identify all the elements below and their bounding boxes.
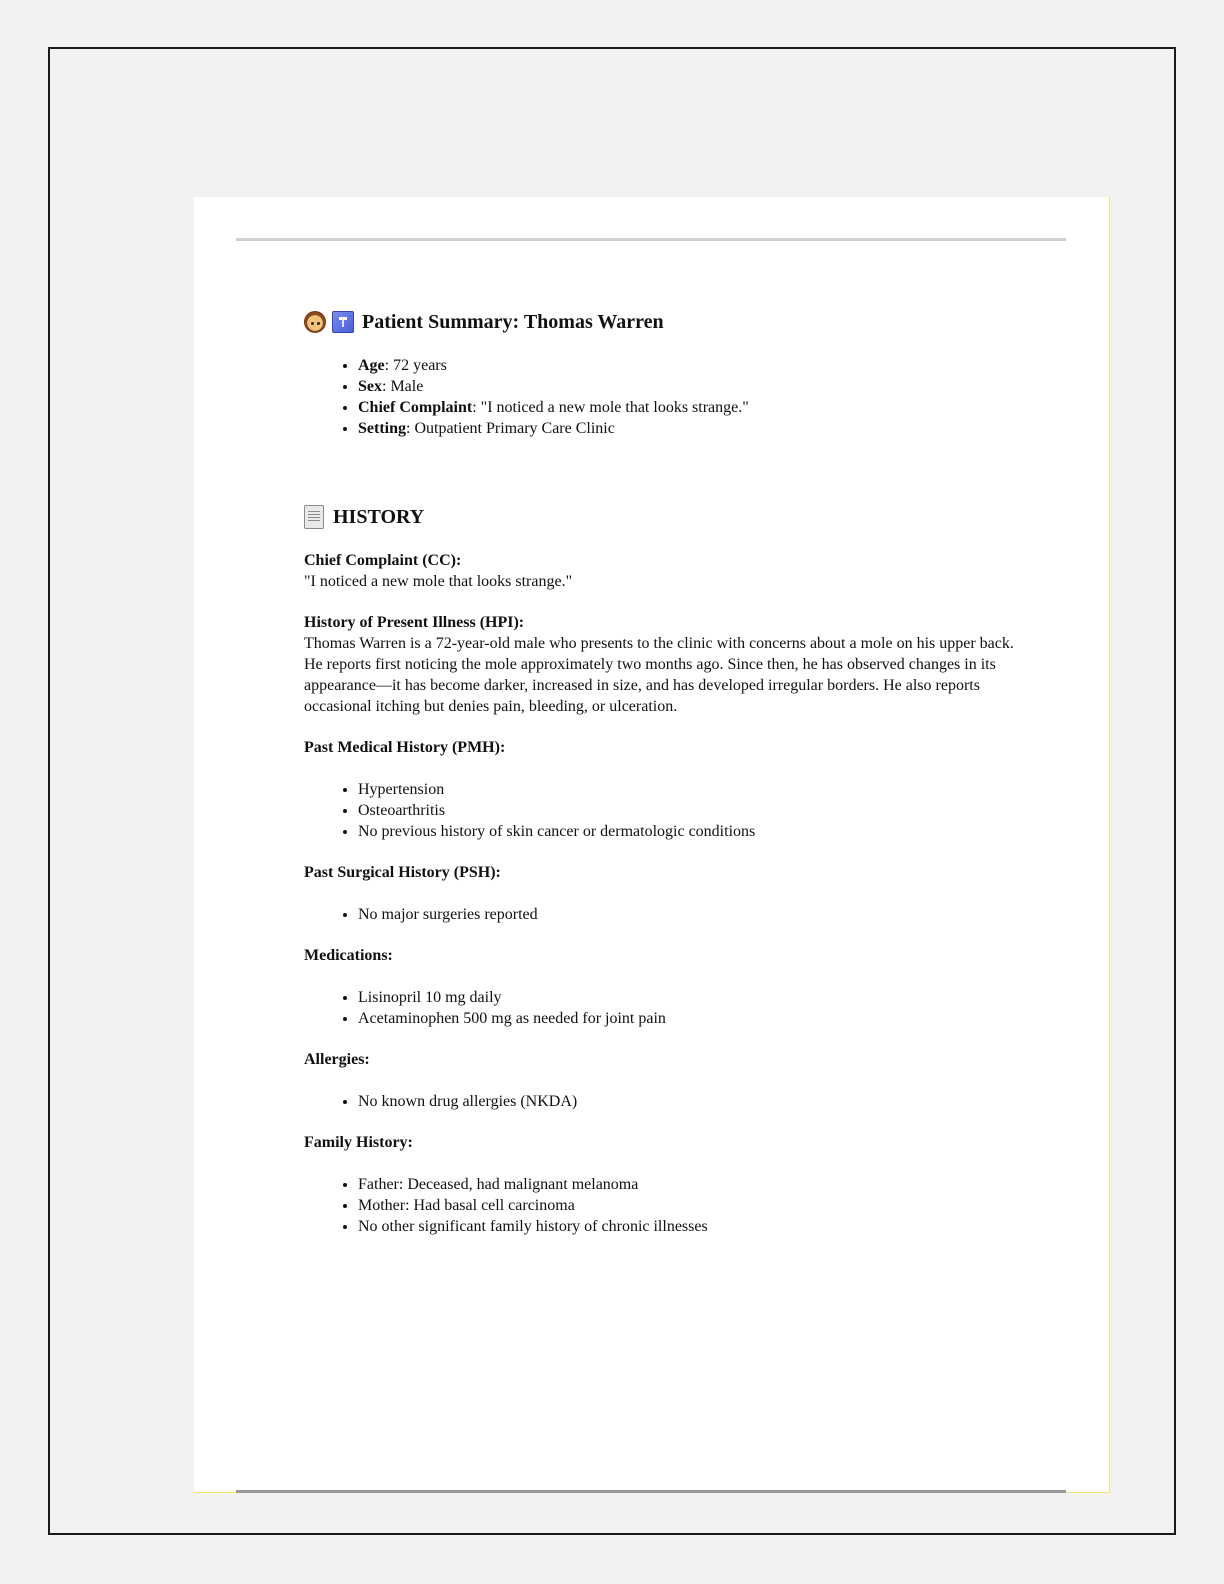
family-history-list xyxy=(304,1174,1014,1237)
person-face-icon xyxy=(304,311,326,333)
section-heading: Past Medical History (PMH): xyxy=(304,739,506,756)
list-item: • No major surgeries reported xyxy=(358,904,1014,925)
medications-list xyxy=(304,987,1014,1029)
pmh-section xyxy=(304,737,1014,842)
document-viewer-frame xyxy=(48,47,1176,1535)
hpi-text: Thomas Warren is a 72-year-old male who presents to the clinic with concerns about a mole on his upper back. He reports first noticing the mole approximately two months ago. Since then, he has observed changes in its appearance—it has become darker, increased in size, and has developed irregular borders. He also reports occasional itching but denies pain, bleeding, or ulceration. xyxy=(304,635,1014,715)
summary-label: Setting xyxy=(358,420,406,437)
family-history-section xyxy=(304,1132,1014,1237)
document-icon xyxy=(332,311,354,333)
chief-complaint-section xyxy=(304,550,1014,592)
summary-value: : "I noticed a new mole that looks strange." xyxy=(472,399,749,416)
allergies-list xyxy=(304,1091,1014,1112)
summary-label: Sex xyxy=(358,378,382,395)
list-item xyxy=(358,355,1014,376)
list-item xyxy=(358,376,1014,397)
summary-value: : 72 years xyxy=(384,357,447,374)
section-heading: Past Surgical History (PSH): xyxy=(304,864,501,881)
list-item xyxy=(358,397,1014,418)
list-item: • No other significant family history of chronic illnesses xyxy=(358,1216,1014,1237)
psh-section xyxy=(304,862,1014,925)
section-heading: Allergies: xyxy=(304,1051,370,1068)
summary-title: Patient Summary: Thomas Warren xyxy=(362,311,664,333)
document-page xyxy=(194,197,1110,1493)
medications-section xyxy=(304,945,1014,1029)
scroll-icon xyxy=(304,505,324,529)
list-item: • Mother: Had basal cell carcinoma xyxy=(358,1195,1014,1216)
section-heading: Chief Complaint (CC): xyxy=(304,552,462,569)
history-title: HISTORY xyxy=(333,506,425,528)
list-item: • Hypertension xyxy=(358,779,1014,800)
hpi-section xyxy=(304,612,1014,717)
top-horizontal-rule xyxy=(236,238,1066,241)
list-item: • Acetaminophen 500 mg as needed for joint pain xyxy=(358,1008,1014,1029)
bottom-horizontal-rule xyxy=(236,1490,1066,1493)
list-item: • Osteoarthritis xyxy=(358,800,1014,821)
section-heading: Medications: xyxy=(304,947,393,964)
list-item: • No known drug allergies (NKDA) xyxy=(358,1091,1014,1112)
list-item: • No previous history of skin cancer or dermatologic conditions xyxy=(358,821,1014,842)
section-heading: History of Present Illness (HPI): xyxy=(304,614,525,631)
chief-complaint-text: "I noticed a new mole that looks strange." xyxy=(304,573,573,590)
summary-value: : Outpatient Primary Care Clinic xyxy=(406,420,615,437)
summary-value: : Male xyxy=(382,378,424,395)
list-item: • Father: Deceased, had malignant melanoma xyxy=(358,1174,1014,1195)
page-content xyxy=(304,307,1014,1237)
pmh-list xyxy=(304,779,1014,842)
history-title-row xyxy=(304,502,1014,532)
allergies-section xyxy=(304,1049,1014,1112)
summary-list xyxy=(304,355,1014,439)
section-heading: Family History: xyxy=(304,1134,413,1151)
list-item xyxy=(358,418,1014,439)
summary-label: Age xyxy=(358,357,385,374)
psh-list xyxy=(304,904,1014,925)
list-item: • Lisinopril 10 mg daily xyxy=(358,987,1014,1008)
summary-label: Chief Complaint xyxy=(358,399,473,416)
summary-title-row xyxy=(304,307,1014,337)
